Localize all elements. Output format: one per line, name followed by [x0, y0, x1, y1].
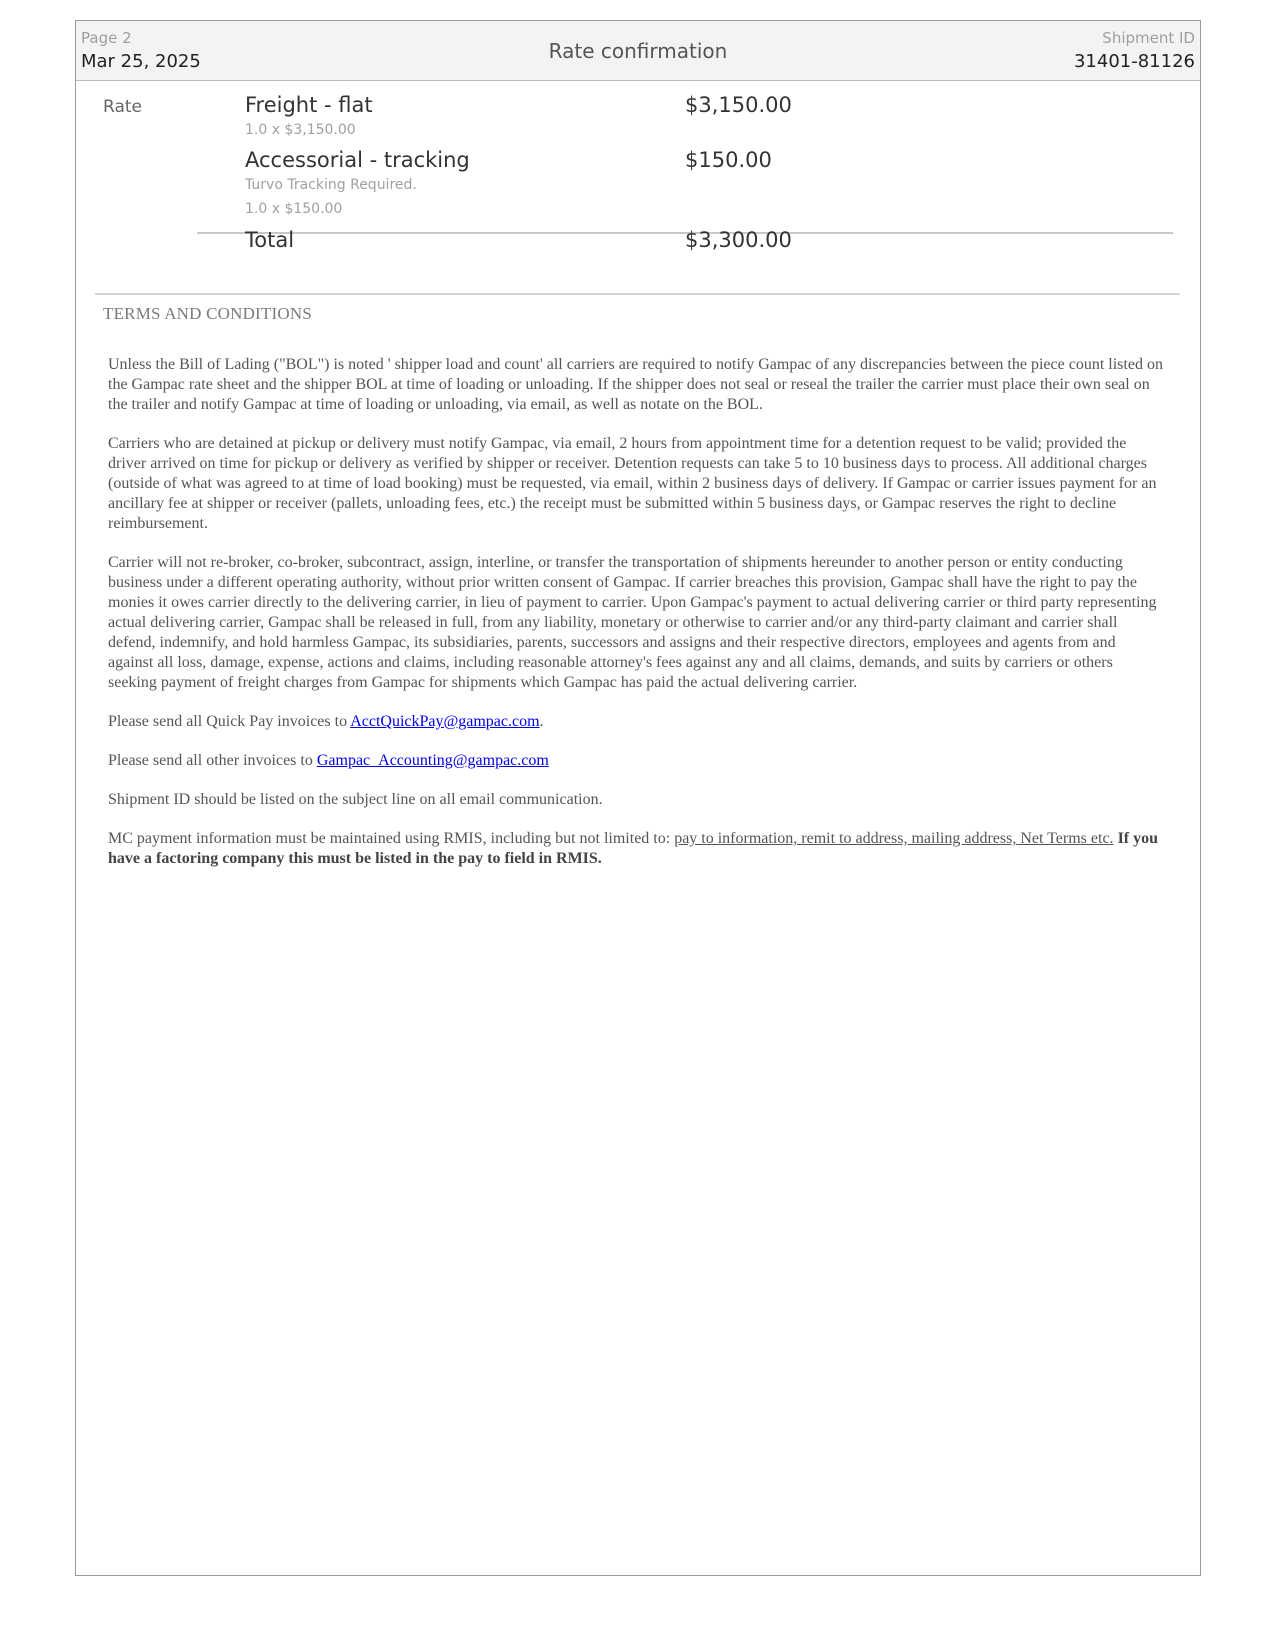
accounting-email-link[interactable]: Gampac_Accounting@gampac.com — [316, 752, 549, 769]
total-row — [245, 227, 294, 253]
terms-body — [108, 355, 1164, 888]
terms-heading: TERMS AND CONDITIONS — [103, 304, 312, 323]
page-number: Page 2 — [81, 29, 132, 47]
rate-line-item — [245, 92, 373, 142]
invoices-instruction — [108, 751, 1164, 771]
terms-paragraph-bol: Unless the Bill of Lading ("BOL") is noted ' shipper load and count' all carriers are required to notify Gampac of any discrepancies between the piece count listed on the Gampac rate sheet and the shipper BOL at time of loading or unloading. If the shipper does not seal or reseal the trailer the carrier must place their own seal on the trailer and notify Gampac at time of loading or unloading, via email, as well as notate on the BOL. — [108, 356, 1163, 413]
shipment-id-note: Shipment ID should be listed on the subject line on all email communication. — [108, 791, 603, 808]
line-item-amount: $3,150.00 — [685, 93, 792, 117]
line-item-note: Turvo Tracking Required. — [245, 177, 417, 193]
line-item-amount: $150.00 — [685, 148, 772, 172]
line-item-detail: 1.0 x $3,150.00 — [245, 122, 356, 138]
mc-text: MC payment information must be maintained using RMIS, including but not limited to: — [108, 830, 675, 847]
quickpay-email-link[interactable]: AcctQuickPay@gampac.com — [350, 713, 540, 730]
invoices-text: Please send all other invoices to — [108, 752, 317, 769]
rate-line-item — [245, 147, 470, 221]
document-page — [75, 20, 1201, 1576]
document-date: Mar 25, 2025 — [81, 51, 201, 72]
quickpay-instruction — [108, 712, 1164, 732]
terms-paragraph-rebroker: Carrier will not re-broker, co-broker, subcontract, assign, interline, or transfer the transportation of shipments hereunder to another person or entity conducting business under a different operating authority, without prior written consent of Gampac. If carrier breaches this provision, Gampac shall have the right to pay the monies it owes carrier directly to the delivering carrier, in lieu of payment to carrier. Upon Gampac's payment to actual delivering carrier or third party representing actual delivering carrier, Gampac shall be released in full, from any liability, monetary or otherwise to carrier and/or any third-party claimant and carrier shall defend, indemnify, and hold harmless Gampac, its subsidiaries, parents, successors and assigns and their respective directors, employees and agents from and against all loss, damage, expense, actions and claims, including reasonable attorney's fees against any and all claims, demands, and suits by carriers or others seeking payment of freight charges from Gampac for shipments which Gampac has paid the actual delivering carrier. — [108, 554, 1157, 691]
shipment-id-value: 31401-81126 — [1073, 51, 1195, 72]
mc-bold-text: If you have a factoring company this must be listed in the pay to field in RMIS. — [108, 830, 1159, 867]
line-item-title: Freight - flat — [245, 93, 373, 117]
document-title: Rate confirmation — [548, 39, 728, 63]
terms-paragraph-detention: Carriers who are detained at pickup or delivery must notify Gampac, via email, 2 hours from appointment time for a detention request to be valid; provided the driver arrived on time for pickup or delivery as verified by shipper or receiver. Detention requests can take 5 to 10 business days to process. All additional charges (outside of what was agreed to at time of load booking) must be requested, via email, within 2 business days of delivery. If Gampac or carrier issues payment for an ancillary fee at shipper or receiver (pallets, unloading fees, etc.) the receipt must be submitted within 5 business days, or Gampac reserves the right to decline reimbursement. — [108, 435, 1157, 532]
quickpay-text: Please send all Quick Pay invoices to — [108, 713, 351, 730]
rate-section-label: Rate — [103, 97, 142, 117]
total-amount: $3,300.00 — [685, 228, 792, 252]
total-label: Total — [245, 228, 295, 252]
quickpay-suffix: . — [539, 713, 544, 730]
line-item-title: Accessorial - tracking — [245, 148, 470, 172]
page-header — [76, 21, 1200, 81]
section-divider — [95, 293, 1180, 295]
mc-payment-instruction — [108, 829, 1164, 869]
line-item-detail: 1.0 x $150.00 — [245, 201, 343, 217]
mc-underlined-text: pay to information, remit to address, mailing address, Net Terms etc. — [674, 830, 1114, 847]
shipment-id-label: Shipment ID — [1102, 29, 1195, 47]
